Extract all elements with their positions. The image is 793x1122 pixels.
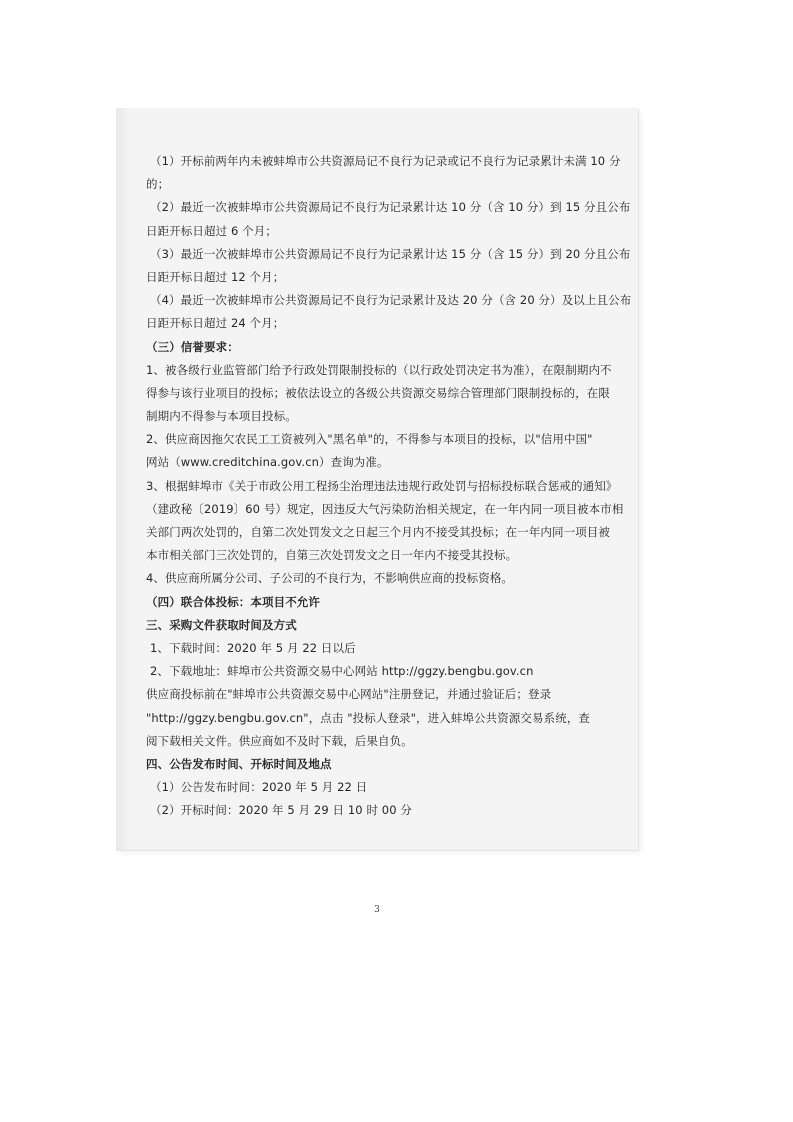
download-time: 1、下载时间：2020 年 5 月 22 日以后 xyxy=(150,640,356,655)
announcement-date: （1）公告发布时间：2020 年 5 月 22 日 xyxy=(150,780,368,795)
registration-note-cont-a: "http://ggzy.bengbu.gov.cn"，点击 "投标人登录"，进入蚌埠公共资源交易系统，查 xyxy=(146,710,591,725)
document-body xyxy=(146,150,632,822)
credit-item-3-cont-c: 本市相关部门三次处罚的，自第三次处罚发文之日一年内不接受其投标。 xyxy=(146,548,518,563)
credit-item-2: 2、供应商因拖欠农民工工资被列入"黑名单"的，不得参与本项目的投标，以"信用中国" xyxy=(146,432,593,447)
credit-item-1-cont-a: 得参与该行业项目的投标；被依法设立的各级公共资源交易综合管理部门限制投标的，在限 xyxy=(146,385,610,400)
section-announcement-time: 四、公告发布时间、开标时间及地点 xyxy=(146,756,332,771)
criteria-line-4-cont: 日距开标日超过 24 个月； xyxy=(146,316,285,331)
credit-item-1: 1、被各级行业监管部门给予行政处罚限制投标的（以行政处罚决定书为准），在限制期内不 xyxy=(146,362,612,377)
criteria-line-3: （3）最近一次被蚌埠市公共资源局记不良行为记录累计达 15 分（含 15 分）到 20 分且公布 xyxy=(150,246,631,261)
criteria-line-1-cont: 的； xyxy=(146,177,170,192)
section-procurement-docs: 三、采购文件获取时间及方式 xyxy=(146,617,297,632)
criteria-line-2-cont: 日距开标日超过 6 个月； xyxy=(146,223,277,238)
download-address: 2、下载地址：蚌埠市公共资源交易中心网站 http://ggzy.bengbu.gov.cn xyxy=(150,664,534,679)
registration-note: 供应商投标前在"蚌埠市公共资源交易中心网站"注册登记，并通过验证后；登录 xyxy=(146,687,552,702)
registration-note-cont-b: 阅下载相关文件。供应商如不及时下载，后果自负。 xyxy=(146,733,413,748)
page-edge-shadow xyxy=(116,108,130,850)
credit-item-3: 3、根据蚌埠市《关于市政公用工程扬尘治理违法违规行政处罚与招标投标联合惩戒的通知》 xyxy=(146,478,618,493)
credit-item-3-cont-a: （建政秘〔2019〕60 号）规定，因违反大气污染防治相关规定，在一年内同一项目被本市相 xyxy=(146,501,624,516)
section-consortium: （四）联合体投标：本项目不允许 xyxy=(146,594,320,609)
credit-item-4: 4、供应商所属分公司、子公司的不良行为，不影响供应商的投标资格。 xyxy=(146,571,514,586)
criteria-line-2: （2）最近一次被蚌埠市公共资源局记不良行为记录累计达 10 分（含 10 分）到 15 分且公布 xyxy=(150,200,631,215)
bid-opening-time: （2）开标时间：2020 年 5 月 29 日 10 时 00 分 xyxy=(150,803,412,818)
section-credit-requirements: （三）信誉要求： xyxy=(146,339,239,354)
credit-item-1-cont-b: 制期内不得参与本项目投标。 xyxy=(146,409,297,424)
credit-item-2-cont: 网站（www.creditchina.gov.cn）查询为准。 xyxy=(146,455,389,470)
page-number: 3 xyxy=(374,905,380,915)
credit-item-3-cont-b: 关部门两次处罚的，自第二次处罚发文之日起三个月内不接受其投标；在一年内同一项目被 xyxy=(146,525,610,539)
criteria-line-4: （4）最近一次被蚌埠市公共资源局记不良行为记录累计及达 20 分（含 20 分）及以上且公布 xyxy=(150,293,632,308)
criteria-line-1: （1）开标前两年内未被蚌埠市公共资源局记不良行为记录或记不良行为记录累计未满 10 分 xyxy=(150,154,621,168)
criteria-line-3-cont: 日距开标日超过 12 个月； xyxy=(146,269,285,284)
